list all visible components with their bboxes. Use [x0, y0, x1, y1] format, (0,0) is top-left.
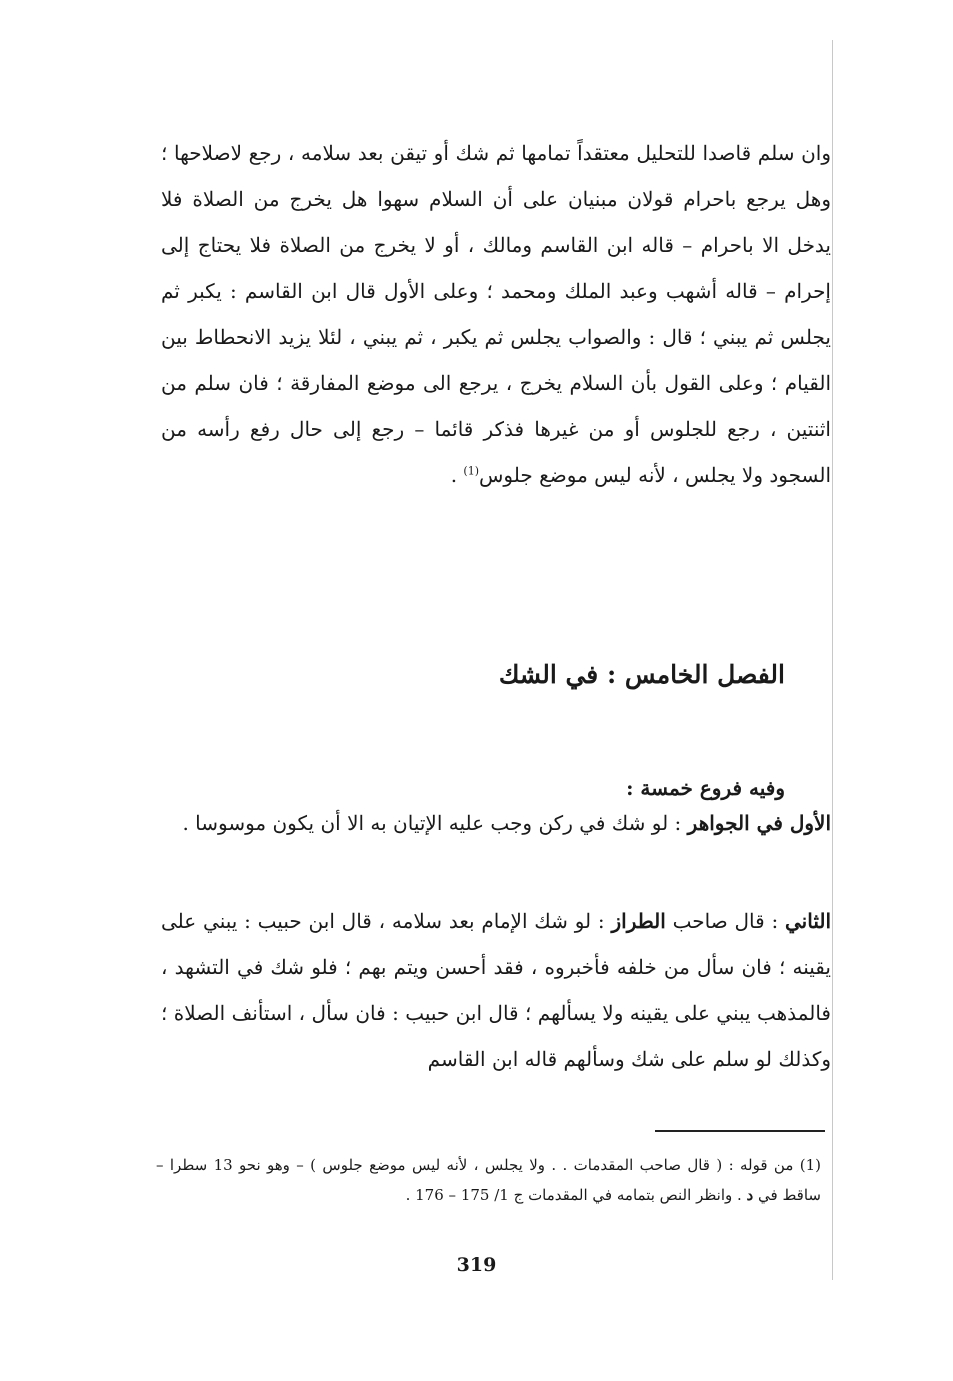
branch-second-sep: : [764, 909, 785, 933]
branch-second-text-a: قال صاحب [665, 909, 765, 933]
branch-first-label: الأول في الجواهر [687, 811, 831, 835]
footnote-text: من قوله : ( قال صاحب المقدمات . . ولا يجلس ، لأنه ليس موضع جلوس ) – وهو نحو 13 سطرا – ساقط في [156, 1156, 821, 1204]
footnote-reference: (1) [463, 464, 480, 478]
paragraph-text: وان سلم قاصدا للتحليل معتقداً تمامها ثم شك أو تيقن بعد سلامه ، رجع لاصلاحها ؛ وهل يرجع باحرام قولان مبنيان على أن السلام سهوا هل يخرج من الصلاة فلا يدخل الا باحرام – قاله ابن القاسم ومالك ، أو لا يخرج من الصلاة فلا يحتاج إلى إحرام – قاله أشهب وعبد الملك ومحمد ؛ وعلى الأول قال ابن القاسم : يكبر ثم يجلس ثم يبني ؛ قال : والصواب يجلس ثم يكبر ، ثم يبني ، لئلا يزيد الانحطاط بين القيام ؛ وعلى القول بأن السلام يخرج ، يرجع الى موضع المفارقة ؛ فان سلم من اثنتين ، رجع للجلوس أو من غيرها فذكر قائما – رجع إلى حال رفع رأسه من السجود ولا يجلس ، لأنه ليس موضع جلوس [161, 141, 831, 487]
section-intro: وفيه فروع خمسة : [626, 776, 785, 800]
manuscript-siglum: د [746, 1186, 754, 1204]
branch-second-label: الثاني [785, 909, 832, 933]
paragraph-end: . [450, 463, 464, 487]
footnote [156, 1150, 821, 1210]
branch-first-sep: : [668, 811, 688, 835]
page-number: 319 [456, 1254, 497, 1276]
paragraph-prostration-return [161, 130, 831, 498]
footnote-separator [655, 1130, 825, 1132]
chapter-heading: الفصل الخامس : في الشك [498, 660, 785, 689]
branch-second-text-b: : لو شك الإمام بعد سلامه ، قال ابن حبيب : يبني على يقينه ؛ فان سأل من خلفه فأخبروه ، فقد أحسن ويتم بهم ؛ فلو شك في التشهد ، فالمذهب يبني على يقينه ولا يسألهم ؛ قال ابن حبيب : فان سأل ، استأنف الصلاة ؛ وكذلك لو سلم على شك وسألهم قاله ابن القاسم [161, 909, 831, 1071]
branch-first [161, 800, 831, 846]
branch-first-text: لو شك في ركن وجب عليه الإتيان به الا أن يكون موسوسا . [182, 811, 669, 835]
footnote-text-end: . وانظر النص بتمامه في المقدمات ج 1/ 175 – 176 . [405, 1186, 747, 1204]
branch-second [161, 898, 831, 1082]
footnote-marker: (1) [799, 1156, 821, 1174]
book-title: الطراز [611, 909, 666, 933]
page-edge-line [832, 40, 833, 1280]
